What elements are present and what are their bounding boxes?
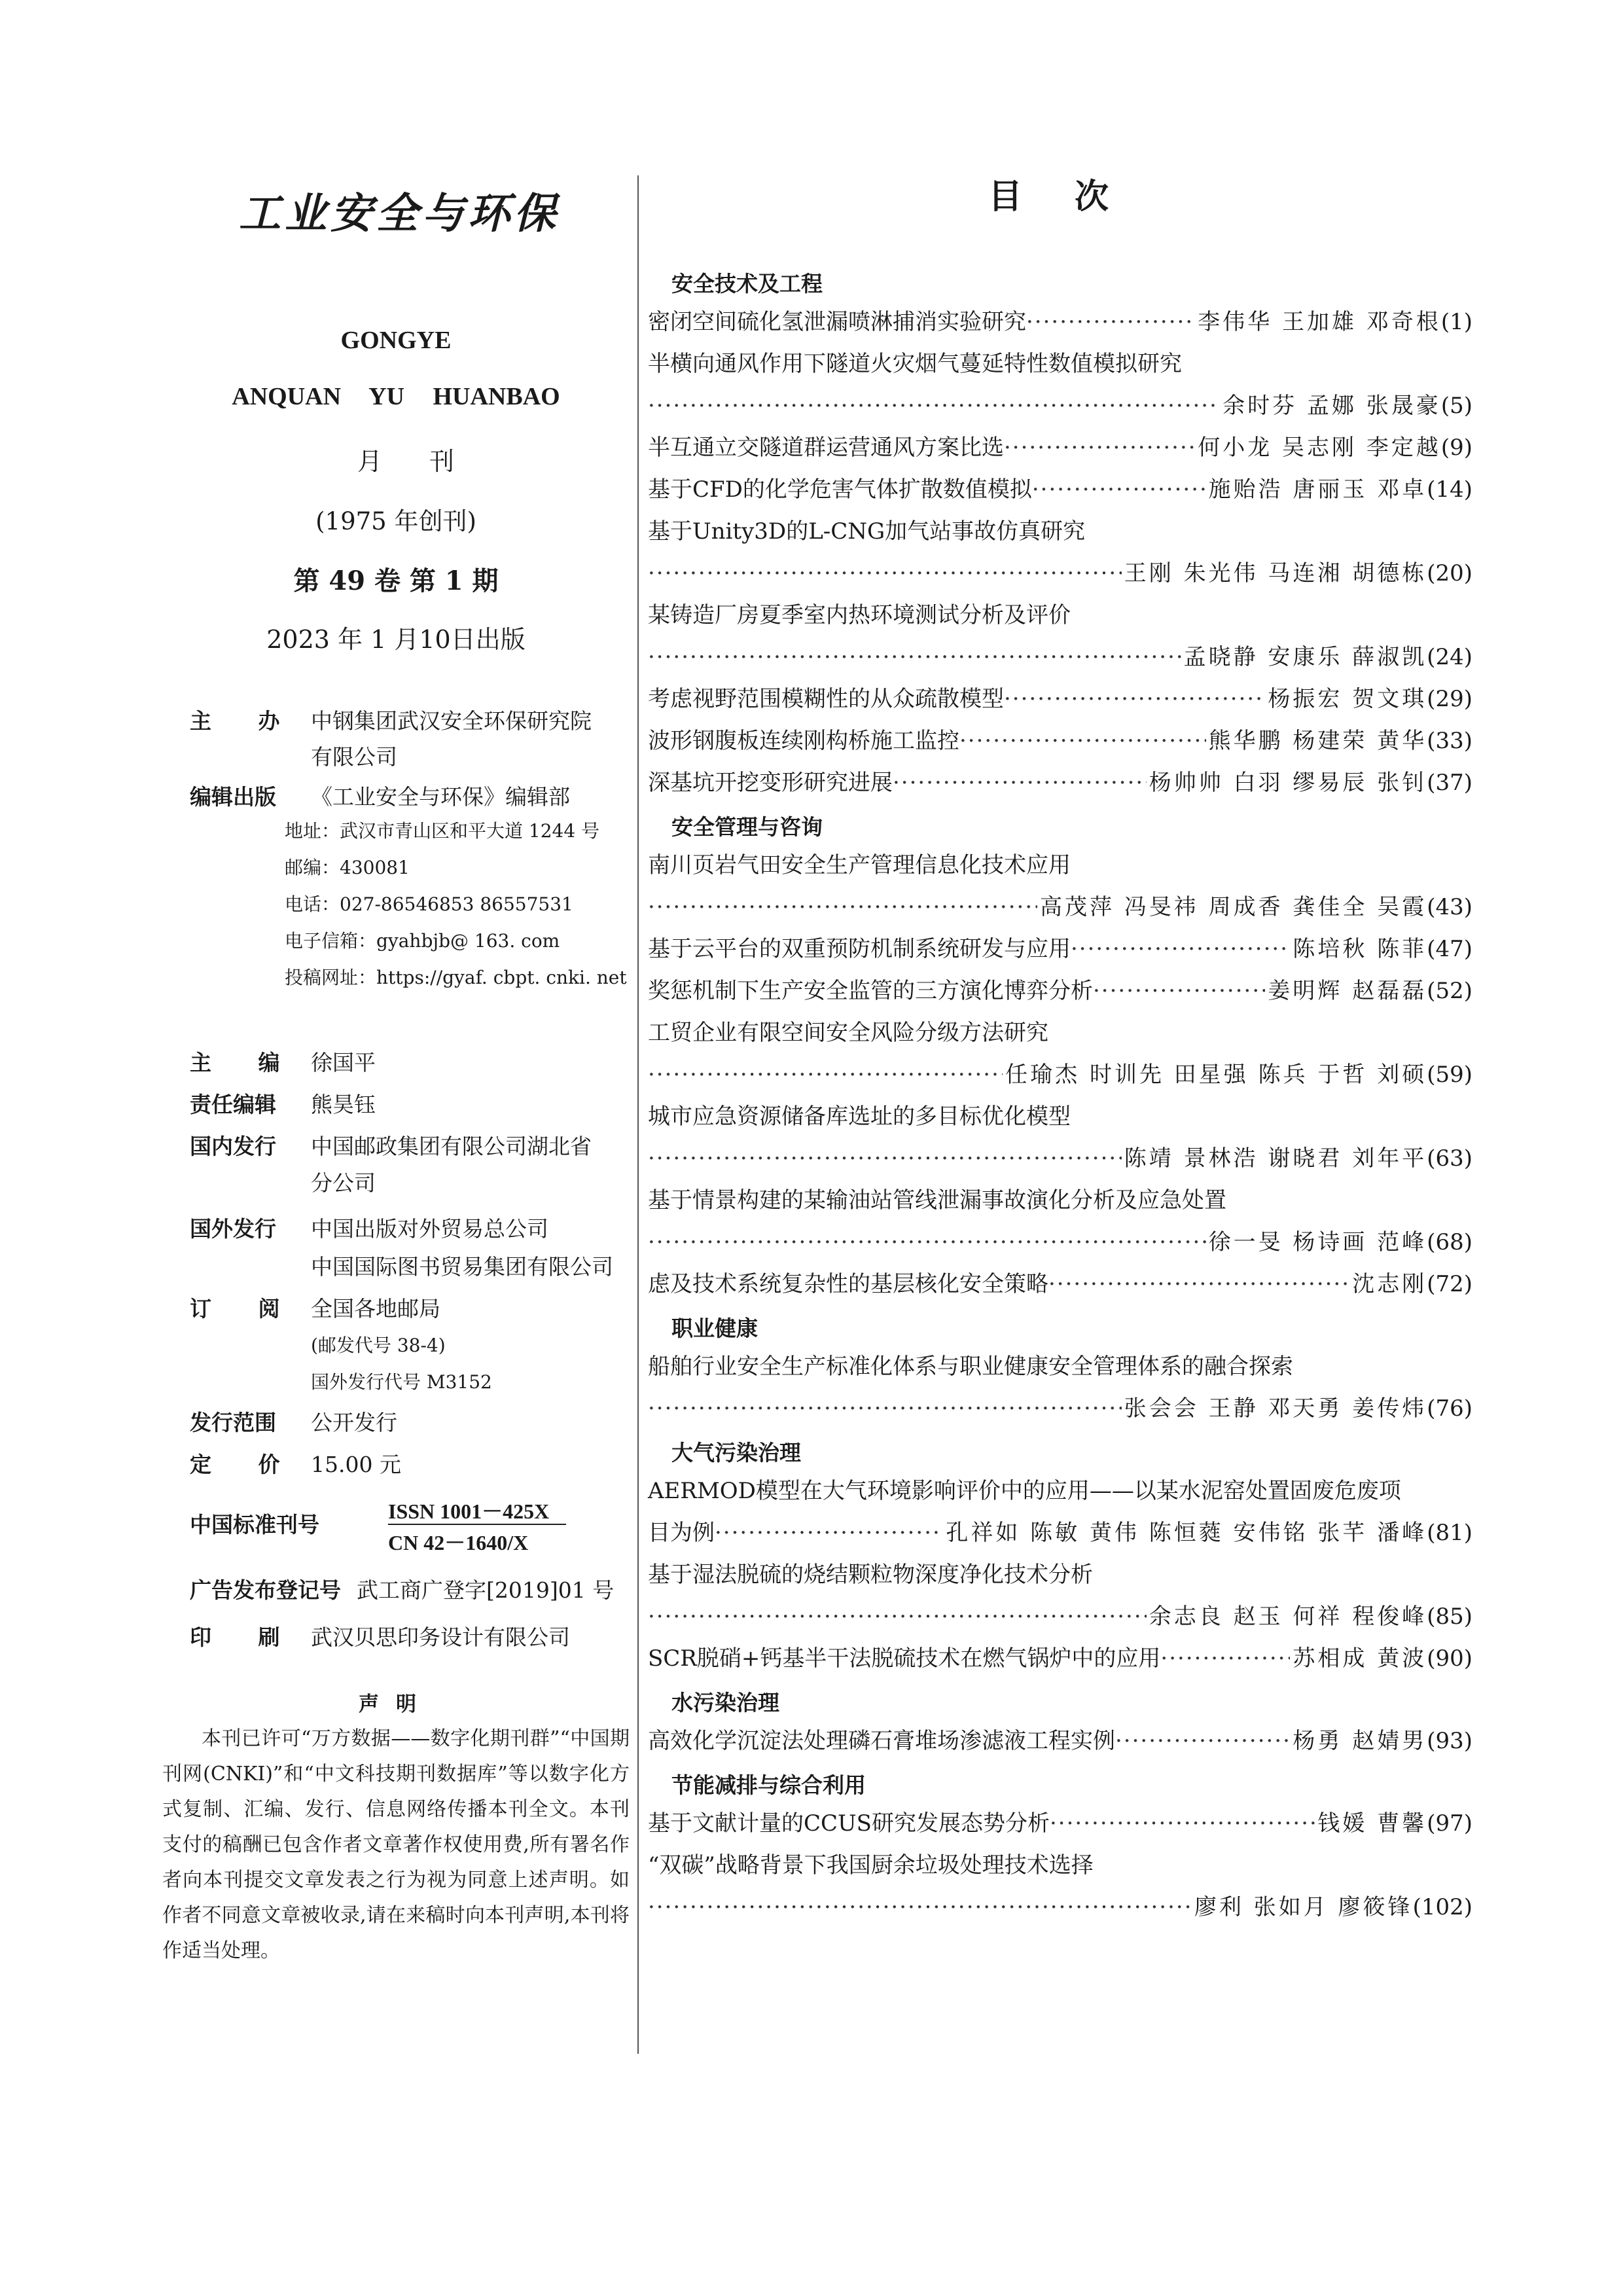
toc-entry-title: 半横向通风作用下隧道火灾烟气蔓延特性数值模拟研究 bbox=[648, 351, 1182, 377]
toc-entry-title-line[interactable] bbox=[648, 1847, 1472, 1881]
toc-leader bbox=[1004, 686, 1265, 712]
toc-entry-title-line[interactable] bbox=[648, 1473, 1472, 1507]
toc-entry-title-line[interactable] bbox=[648, 513, 1472, 547]
toc-entry-title: 基于CFD的化学危害气体扩散数值模拟 bbox=[648, 476, 1032, 503]
toc-entry-page: (63) bbox=[1427, 1145, 1472, 1172]
toc-entry-authors: 张会会 王静 邓天勇 姜传炜 bbox=[1124, 1395, 1427, 1422]
foreign-dist-value-1: 中国出版对外贸易总公司 bbox=[311, 1216, 548, 1242]
toc-entry-page: (97) bbox=[1427, 1810, 1472, 1837]
toc-entry-page: (59) bbox=[1427, 1062, 1472, 1088]
toc-entry[interactable] bbox=[648, 764, 1472, 798]
toc-entry[interactable] bbox=[648, 1723, 1472, 1757]
toc-entry-page: (68) bbox=[1427, 1229, 1472, 1255]
toc-entry-authors: 施贻浩 唐丽玉 邓卓 bbox=[1208, 476, 1427, 503]
toc-title: 目次 bbox=[988, 177, 1162, 217]
toc-leader bbox=[648, 1604, 1147, 1630]
printer-value: 武汉贝思印务设计有限公司 bbox=[311, 1624, 570, 1650]
journal-pinyin-line1: GONGYE bbox=[340, 327, 452, 354]
toc-leader bbox=[959, 728, 1206, 754]
publish-date: 2023 年 1 月10日出版 bbox=[266, 625, 526, 654]
toc-entry-title-line[interactable] bbox=[648, 346, 1472, 380]
std-number-label: 中国标准刊号 bbox=[190, 1512, 319, 1537]
toc-entry-page: (85) bbox=[1427, 1604, 1472, 1630]
toc-entry-page: (90) bbox=[1427, 1645, 1472, 1672]
toc-entry-title-line[interactable] bbox=[648, 597, 1472, 631]
toc-entry-page: (5) bbox=[1440, 393, 1472, 419]
subscribe-value: 全国各地邮局 bbox=[311, 1296, 440, 1321]
toc-entry-page: (47) bbox=[1427, 936, 1472, 962]
toc-entry[interactable] bbox=[648, 1515, 1472, 1549]
ad-reg-value: 武工商广登字[2019]01 号 bbox=[357, 1577, 615, 1603]
toc-entry-page: (9) bbox=[1440, 435, 1472, 461]
toc-entry-authors: 苏相成 黄波 bbox=[1293, 1645, 1427, 1672]
toc-leader bbox=[1050, 1810, 1315, 1837]
toc-entry-page: (43) bbox=[1427, 894, 1472, 920]
toc-entry-authors: 沈志刚 bbox=[1352, 1271, 1427, 1297]
post-code-note: (邮发代号 38-4) bbox=[311, 1335, 446, 1356]
toc-entry[interactable] bbox=[648, 1889, 1472, 1923]
toc-entry-page: (33) bbox=[1427, 728, 1472, 754]
toc-leader bbox=[1093, 978, 1265, 1004]
domestic-dist-value-1: 中国邮政集团有限公司湖北省 bbox=[311, 1134, 592, 1159]
toc-entry-title-line[interactable] bbox=[648, 1348, 1472, 1382]
toc-entry-authors: 徐一旻 杨诗画 范峰 bbox=[1208, 1229, 1427, 1255]
toc-entry-page: (102) bbox=[1412, 1894, 1472, 1920]
toc-leader bbox=[893, 770, 1147, 796]
toc-entry-authors: 杨勇 赵婧男 bbox=[1293, 1728, 1427, 1754]
sponsor-value-2: 有限公司 bbox=[311, 744, 397, 770]
toc-section-heading: 安全技术及工程 bbox=[671, 271, 823, 296]
submission-url-text: 投稿网址：https://gyaf. cbpt. cnki. net bbox=[285, 967, 627, 988]
toc-leader bbox=[1032, 476, 1206, 503]
toc-entry-title: 基于Unity3D的L-CNG加气站事故仿真研究 bbox=[648, 518, 1086, 545]
sponsor-label: 主 办 bbox=[190, 708, 300, 734]
toc-entry-title: 南川页岩气田安全生产管理信息化技术应用 bbox=[648, 852, 1071, 878]
toc-entry-authors: 李伟华 王加雄 邓奇根 bbox=[1198, 309, 1441, 335]
toc-entry-authors: 杨帅帅 白羽 缪易辰 张钊 bbox=[1149, 770, 1427, 796]
info-row-std-number bbox=[190, 1495, 648, 1560]
toc-entry-page: (20) bbox=[1427, 560, 1472, 586]
toc-leader bbox=[648, 1229, 1206, 1255]
toc-entry[interactable] bbox=[648, 1390, 1472, 1424]
toc-entry[interactable] bbox=[648, 471, 1472, 505]
toc-entry-authors: 陈培秋 陈菲 bbox=[1293, 936, 1427, 962]
toc-section-heading: 节能减排与综合利用 bbox=[671, 1772, 866, 1798]
price-label: 定 价 bbox=[190, 1452, 300, 1477]
toc-entry-page: (76) bbox=[1427, 1395, 1472, 1422]
address-text: 地址：武汉市青山区和平大道 1244 号 bbox=[285, 820, 600, 842]
issn-divider bbox=[388, 1524, 566, 1525]
journal-pinyin-line2: ANQUAN YU HUANBAO bbox=[232, 383, 560, 410]
declaration-text: 本刊已许可“万方数据——数字化期刊群”“中国期刊网(CNKI)”和“中文科技期刊数据库”等以数字化方式复制、汇编、发行、信息网络传播本刊全文。本刊支付的稿酬已包含作者文章著作权使用费,所有署名作者向本刊提交文章发表之行为视为同意上述声明。如作者不同意文章被收录,请在来稿时向本刊声明,本刊将作适当处理。 bbox=[162, 1727, 630, 1962]
toc-entry-authors: 廖利 张如月 廖筱锋 bbox=[1194, 1894, 1413, 1920]
toc-entry-title: 工贸企业有限空间安全风险分级方法研究 bbox=[648, 1020, 1048, 1046]
toc-entry[interactable] bbox=[648, 1805, 1472, 1839]
phone-text: 电话：027-86546853 86557531 bbox=[285, 893, 573, 915]
svg-text:工业安全与环保: 工业安全与环保 bbox=[239, 189, 560, 238]
toc-entry-title: 奖惩机制下生产安全监管的三方演化博弈分析 bbox=[648, 978, 1093, 1004]
toc-leader bbox=[1004, 435, 1195, 461]
postcode-text: 邮编：430081 bbox=[285, 857, 410, 878]
price-value: 15.00 元 bbox=[311, 1452, 401, 1477]
toc-leader bbox=[648, 1894, 1192, 1920]
toc-entry-title: SCR脱硝+钙基半干法脱硫技术在燃气锅炉中的应用 bbox=[648, 1645, 1161, 1672]
toc-leader bbox=[1160, 1645, 1290, 1672]
toc-entry-title-line[interactable] bbox=[648, 1098, 1472, 1132]
toc-entry-title-line[interactable] bbox=[648, 1182, 1472, 1216]
toc-entry[interactable] bbox=[648, 387, 1472, 422]
toc-entry[interactable] bbox=[648, 889, 1472, 923]
domestic-dist-value-2: 分公司 bbox=[311, 1170, 376, 1196]
journal-frequency: 月 刊 bbox=[357, 447, 474, 476]
toc-entry-page: (81) bbox=[1427, 1520, 1472, 1546]
toc-leader bbox=[648, 1062, 1003, 1088]
toc-section-heading: 职业健康 bbox=[671, 1316, 758, 1341]
toc-entry-authors: 陈靖 景林浩 谢晓君 刘年平 bbox=[1124, 1145, 1427, 1172]
toc-entry-title: 船舶行业安全生产标准化体系与职业健康安全管理体系的融合探索 bbox=[648, 1354, 1293, 1380]
resp-editor-value: 熊昊钰 bbox=[311, 1092, 376, 1117]
declaration-title: 声明 bbox=[359, 1693, 433, 1716]
toc-entry-authors: 杨振宏 贺文琪 bbox=[1268, 686, 1427, 712]
toc-entry[interactable] bbox=[648, 681, 1472, 715]
toc-entry-title: AERMOD模型在大气环境影响评价中的应用——以某水泥窑处置固废危废项 bbox=[648, 1478, 1401, 1504]
journal-founded: (1975 年创刊) bbox=[315, 507, 476, 535]
toc-entry-authors: 何小龙 吴志刚 李定越 bbox=[1198, 435, 1441, 461]
toc-entry[interactable] bbox=[648, 1056, 1472, 1090]
toc-entry-page: (1) bbox=[1440, 309, 1472, 335]
toc-entry-title-line[interactable] bbox=[648, 1556, 1472, 1590]
toc-entry-authors: 余志良 赵玉 何祥 程俊峰 bbox=[1149, 1604, 1427, 1630]
foreign-code-note: 国外发行代号 M3152 bbox=[311, 1371, 492, 1393]
toc-entry[interactable] bbox=[648, 429, 1472, 463]
printer-label: 印 刷 bbox=[190, 1624, 300, 1650]
toc-entry-title-line[interactable] bbox=[648, 847, 1472, 881]
scope-label: 发行范围 bbox=[190, 1410, 276, 1435]
toc-leader bbox=[715, 1520, 943, 1546]
toc-entry[interactable] bbox=[648, 973, 1472, 1007]
toc-entry-title: 城市应急资源储备库选址的多目标优化模型 bbox=[648, 1103, 1071, 1130]
toc-entry[interactable] bbox=[648, 304, 1472, 338]
toc-leader bbox=[1048, 1271, 1349, 1297]
toc-entry-page: (14) bbox=[1427, 476, 1472, 503]
toc-entry-page: (93) bbox=[1427, 1728, 1472, 1754]
toc-leader bbox=[648, 894, 1037, 920]
toc-entry-title: 波形钢腹板连续刚构桥施工监控 bbox=[648, 728, 959, 754]
toc-entry-authors: 姜明辉 赵磊磊 bbox=[1268, 978, 1427, 1004]
toc-entry-title: 基于湿法脱硫的烧结颗粒物深度净化技术分析 bbox=[648, 1562, 1093, 1588]
toc-leader bbox=[648, 560, 1122, 586]
toc-entry-authors: 任瑜杰 时训先 田星强 陈兵 于哲 刘硕 bbox=[1005, 1062, 1427, 1088]
toc-entry[interactable] bbox=[648, 1598, 1472, 1632]
toc-entry-authors: 余时芬 孟娜 张晟豪 bbox=[1222, 393, 1441, 419]
chief-editor-label: 主 编 bbox=[190, 1050, 300, 1075]
toc-entry-title: 基于情景构建的某输油站管线泄漏事故演化分析及应急处置 bbox=[648, 1187, 1226, 1213]
toc-entry-title: 半互通立交隧道群运营通风方案比选 bbox=[648, 435, 1004, 461]
toc-leader bbox=[648, 393, 1220, 419]
issn-value: ISSN 1001－425X bbox=[388, 1499, 550, 1523]
toc-entry-title: 目为例 bbox=[648, 1520, 715, 1546]
toc-entry-title: 基于文献计量的CCUS研究发展态势分析 bbox=[648, 1810, 1050, 1837]
toc-entry-page: (72) bbox=[1427, 1271, 1472, 1297]
scope-value: 公开发行 bbox=[311, 1410, 397, 1435]
editor-pub-value: 《工业安全与环保》编辑部 bbox=[311, 784, 570, 810]
volume-issue: 第 49 卷 第 1 期 bbox=[293, 565, 499, 596]
toc-entry-authors: 王刚 朱光伟 马连湘 胡德栋 bbox=[1124, 560, 1427, 586]
toc-leader bbox=[1026, 309, 1195, 335]
journal-logo bbox=[239, 183, 632, 242]
subscribe-label: 订 阅 bbox=[190, 1296, 300, 1321]
toc-entry-authors: 孔祥如 陈敏 黄伟 陈恒蕤 安伟铭 张芊 潘峰 bbox=[946, 1520, 1427, 1546]
toc-entry-title: 基于云平台的双重预防机制系统研发与应用 bbox=[648, 936, 1071, 962]
toc-entry[interactable] bbox=[648, 1224, 1472, 1258]
toc-leader bbox=[648, 1395, 1122, 1422]
toc-entry-page: (37) bbox=[1427, 770, 1472, 796]
toc-leader bbox=[648, 1145, 1122, 1172]
chief-editor-value: 徐国平 bbox=[311, 1050, 376, 1075]
toc-entry-authors: 钱媛 曹馨 bbox=[1317, 1810, 1427, 1837]
column-divider bbox=[637, 175, 639, 2054]
toc-entry[interactable] bbox=[648, 723, 1472, 757]
email-text: 电子信箱：gyahbjb@ 163. com bbox=[285, 930, 560, 952]
toc-section-heading: 水污染治理 bbox=[671, 1690, 779, 1715]
toc-entry-page: (52) bbox=[1427, 978, 1472, 1004]
toc-entry-title: 考虑视野范围模糊性的从众疏散模型 bbox=[648, 686, 1004, 712]
sponsor-value-1: 中钢集团武汉安全环保研究院 bbox=[311, 708, 592, 734]
toc-entry-title: “双碳”战略背景下我国厨余垃圾处理技术选择 bbox=[648, 1852, 1094, 1878]
toc-entry-title: 密闭空间硫化氢泄漏喷淋捕消实验研究 bbox=[648, 309, 1026, 335]
toc-section-heading: 大气污染治理 bbox=[671, 1440, 801, 1465]
toc-entry-title: 深基坑开挖变形研究进展 bbox=[648, 770, 893, 796]
ad-reg-label: 广告发布登记号 bbox=[190, 1577, 341, 1603]
cn-value: CN 42－1640/X bbox=[388, 1531, 529, 1554]
toc-leader bbox=[648, 644, 1181, 670]
toc-entry-title: 高效化学沉淀法处理磷石膏堆场渗滤液工程实例 bbox=[648, 1728, 1115, 1754]
foreign-dist-value-2: 中国国际图书贸易集团有限公司 bbox=[311, 1254, 613, 1280]
toc-section-heading: 安全管理与咨询 bbox=[671, 814, 823, 840]
toc-entry-authors: 孟晓静 安康乐 薛淑凯 bbox=[1183, 644, 1427, 670]
toc-entry[interactable] bbox=[648, 555, 1472, 589]
toc-leader bbox=[1071, 936, 1290, 962]
foreign-dist-label: 国外发行 bbox=[190, 1216, 276, 1242]
toc-entry[interactable] bbox=[648, 931, 1472, 965]
toc-leader bbox=[1115, 1728, 1290, 1754]
toc-entry-authors: 高茂萍 冯旻祎 周成香 龚佳全 吴霞 bbox=[1039, 894, 1427, 920]
domestic-dist-label: 国内发行 bbox=[190, 1134, 276, 1159]
toc-entry[interactable] bbox=[648, 639, 1472, 673]
toc-entry[interactable] bbox=[648, 1266, 1472, 1300]
toc-entry-page: (24) bbox=[1427, 644, 1472, 670]
editor-pub-label: 编辑出版 bbox=[190, 784, 276, 810]
toc-entry[interactable] bbox=[648, 1640, 1472, 1674]
toc-entry-title: 某铸造厂房夏季室内热环境测试分析及评价 bbox=[648, 602, 1071, 628]
resp-editor-label: 责任编辑 bbox=[190, 1092, 276, 1117]
toc-entry-page: (29) bbox=[1427, 686, 1472, 712]
toc-entry-title: 虑及技术系统复杂性的基层核化安全策略 bbox=[648, 1271, 1048, 1297]
toc-entry-authors: 熊华鹏 杨建荣 黄华 bbox=[1208, 728, 1427, 754]
toc-entry[interactable] bbox=[648, 1140, 1472, 1174]
toc-entry-title-line[interactable] bbox=[648, 1014, 1472, 1049]
